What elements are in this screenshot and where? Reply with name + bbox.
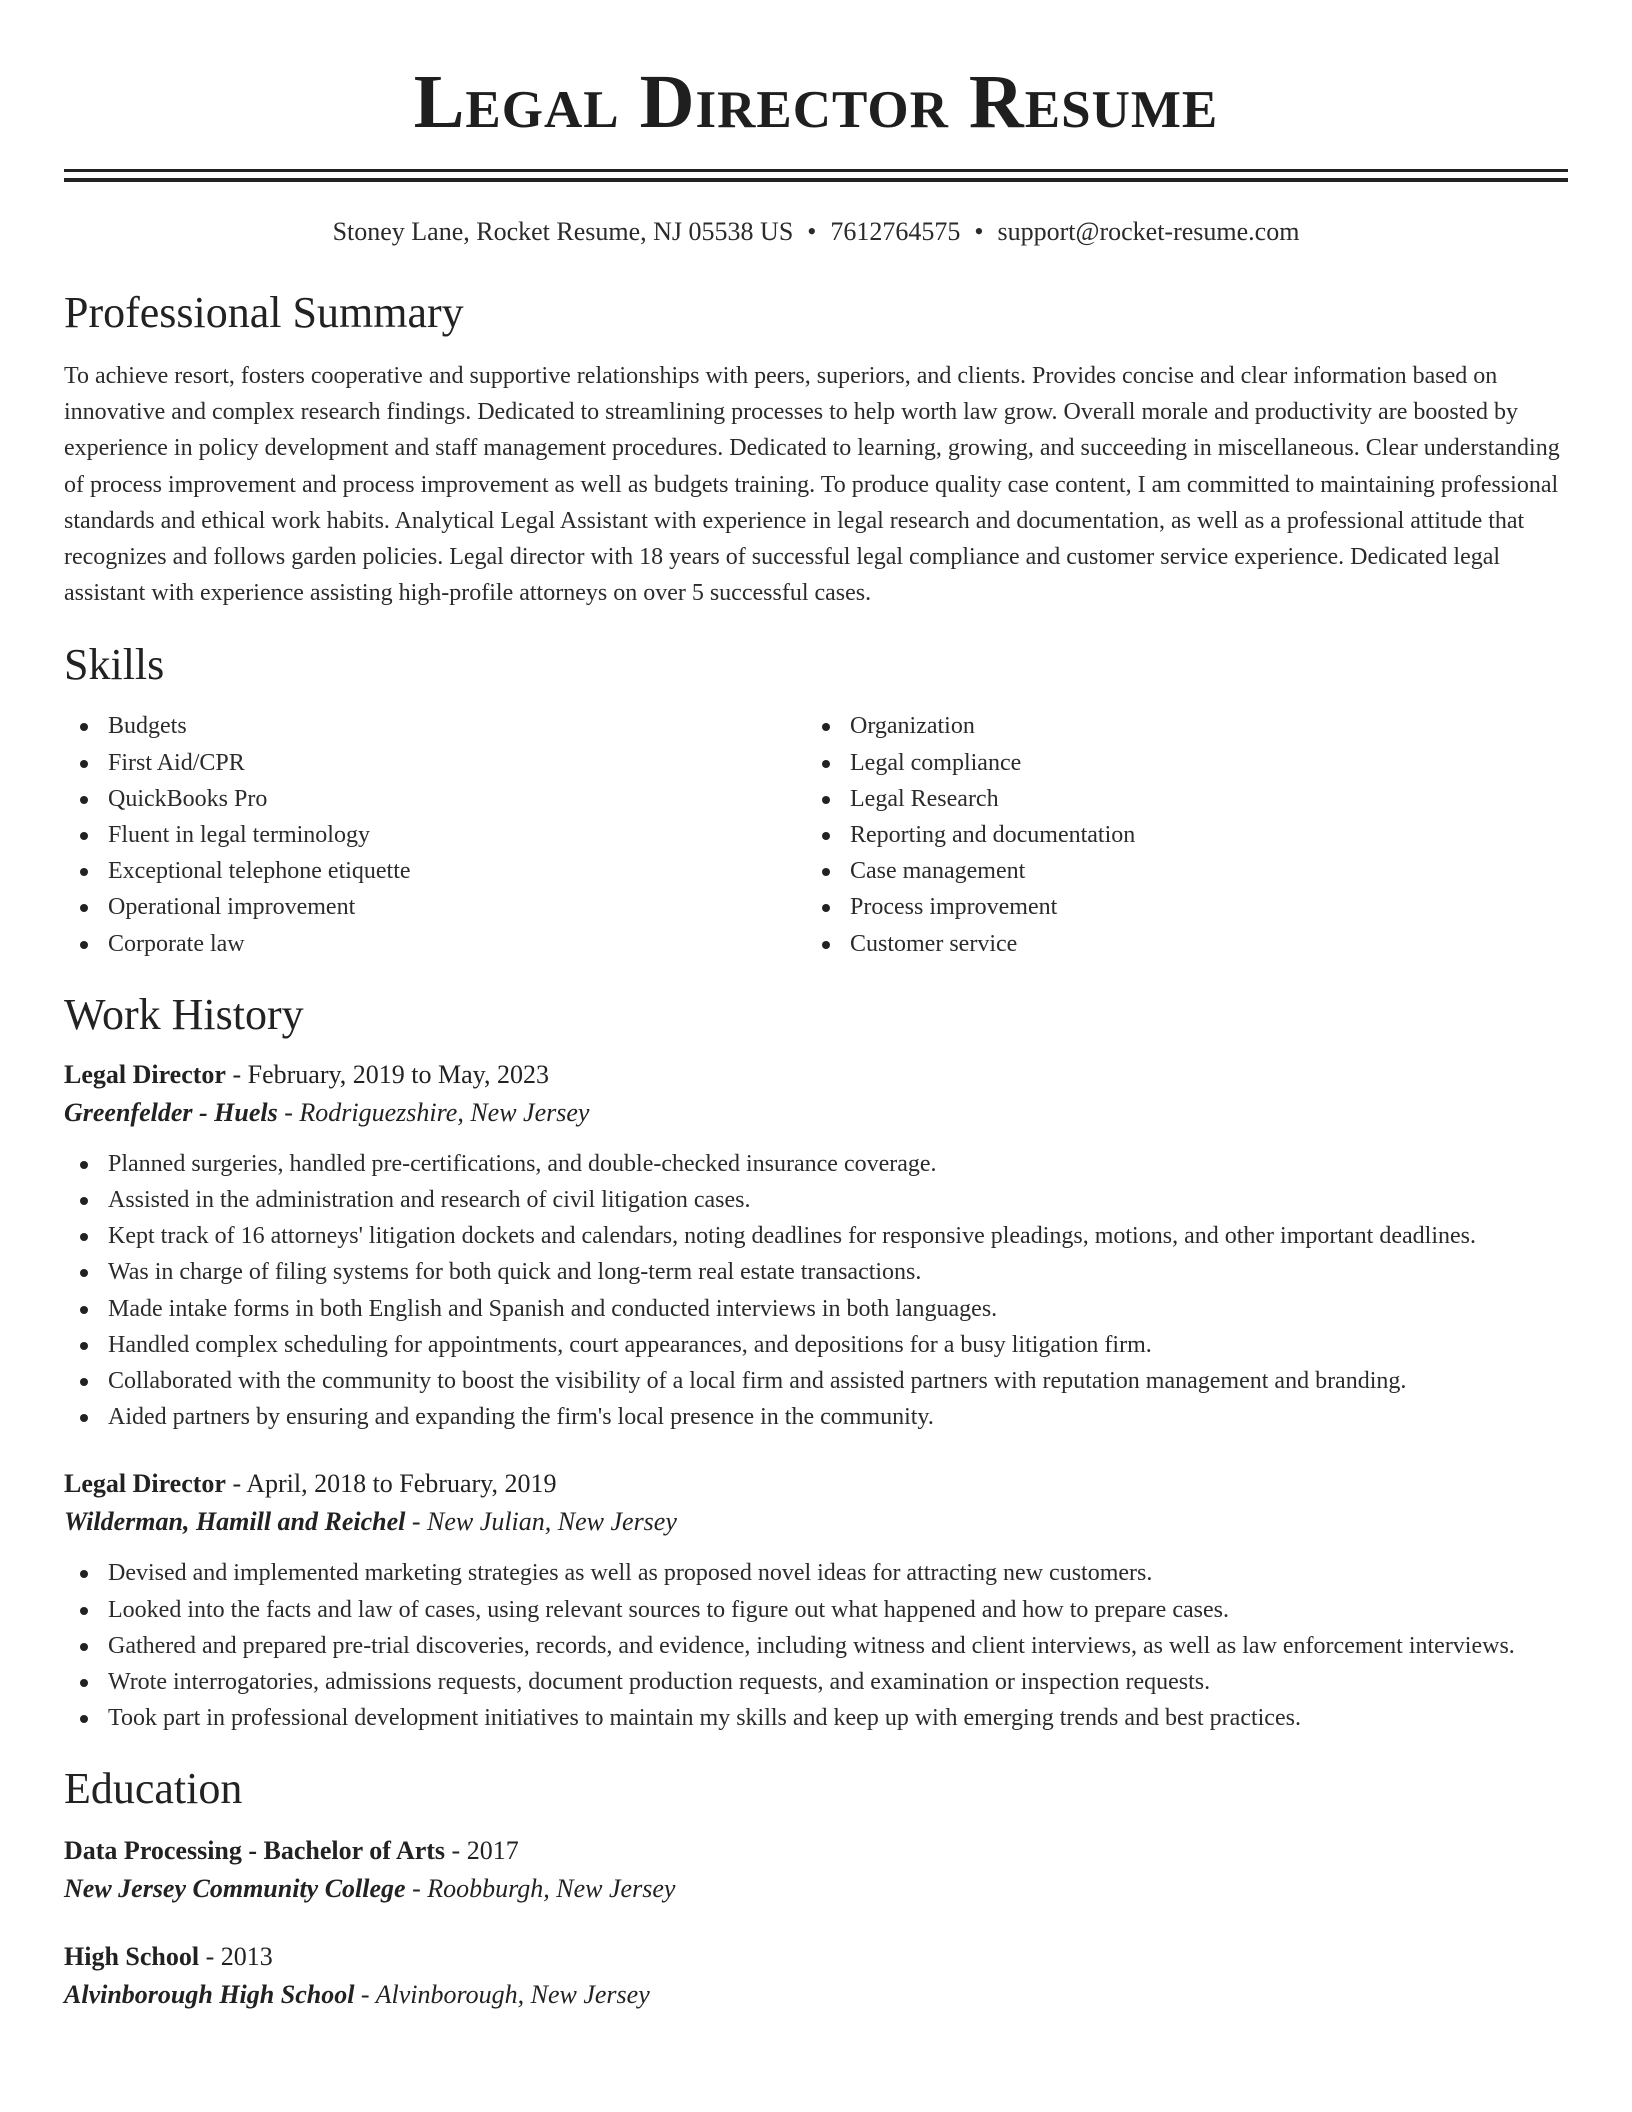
education-entry: [64, 1832, 1568, 1908]
skill-item: Operational improvement: [64, 889, 806, 925]
job-dates: - February, 2019 to May, 2023: [225, 1059, 549, 1089]
summary-heading: Professional Summary: [64, 288, 464, 337]
job-role: Legal Director: [64, 1469, 226, 1499]
skill-item: Legal compliance: [806, 745, 1548, 781]
education-location: - Alvinborough, New Jersey: [354, 1980, 650, 2010]
skill-item: Corporate law: [64, 926, 806, 962]
education-school-line: [64, 1976, 1568, 2014]
job-dates: - April, 2018 to February, 2019: [225, 1469, 557, 1499]
job-employer: Greenfelder - Huels: [64, 1097, 278, 1127]
education-school: New Jersey Community College: [64, 1874, 406, 1904]
title-divider-bottom: [64, 178, 1568, 182]
skills-list: [64, 708, 1568, 961]
education-heading: Education: [64, 1764, 243, 1814]
skill-item: Legal Research: [806, 781, 1548, 817]
title-divider-top: [64, 169, 1568, 172]
job-duty: Planned surgeries, handled pre-certifications, and double-checked insurance coverage.: [64, 1146, 1568, 1182]
contact-separator: •: [974, 217, 984, 246]
education-school-line: [64, 1870, 1568, 1908]
job-duty: Devised and implemented marketing strategies as well as proposed novel ideas for attracting new customers.: [64, 1555, 1568, 1591]
education-degree: Data Processing - Bachelor of Arts: [64, 1836, 446, 1866]
education-year: - 2017: [445, 1836, 519, 1866]
skill-item: Case management: [806, 853, 1548, 889]
education-header: [64, 1832, 1568, 1870]
job-duty: Gathered and prepared pre-trial discoveries, records, and evidence, including witness and client interviews, as well as law enforcement interviews.: [64, 1628, 1568, 1664]
job-duty: Wrote interrogatories, admissions requests, document production requests, and examination or inspection requests.: [64, 1664, 1568, 1700]
skills-heading: Skills: [64, 640, 165, 690]
job-location: - Rodriguezshire, New Jersey: [277, 1097, 590, 1127]
job-duty: Took part in professional development initiatives to maintain my skills and keep up with emerging trends and best practices.: [64, 1700, 1568, 1736]
job-location: - New Julian, New Jersey: [405, 1507, 677, 1537]
contact-phone: 7612764575: [830, 217, 961, 246]
skill-item: First Aid/CPR: [64, 745, 806, 781]
contact-separator: •: [807, 217, 817, 246]
education-location: - Roobburgh, New Jersey: [405, 1874, 676, 1904]
resume-title: Legal Director Resume: [413, 60, 1219, 144]
job-duty: Assisted in the administration and research of civil litigation cases.: [64, 1182, 1568, 1218]
job-duty: Handled complex scheduling for appointments, court appearances, and depositions for a busy litigation firm.: [64, 1327, 1568, 1363]
summary-text: To achieve resort, fosters cooperative and supportive relationships with peers, superiors, and clients. Provides concise and clear information based on innovative and complex research findings. Dedicated to streamlining processes to help worth law grow. Overall morale and productivity are boosted by experience in policy development and staff management procedures. Dedicated to learning, growing, and succeeding in miscellaneous. Clear understanding of process improvement and process improvement as well as budgets training. To produce quality case content, I am committed to maintaining professional standards and ethical work habits. Analytical Legal Assistant with experience in legal research and documentation, as well as a professional attitude that recognizes and follows garden policies. Legal director with 18 years of successful legal compliance and customer service experience. Dedicated legal assistant with experience assisting high-profile attorneys on over 5 successful cases.: [64, 363, 1560, 607]
education-entry: [64, 1938, 1568, 2014]
education-school: Alvinborough High School: [64, 1980, 355, 2010]
job-duty: Kept track of 16 attorneys' litigation dockets and calendars, noting deadlines for responsive pleadings, motions, and other important deadlines.: [64, 1218, 1568, 1254]
resume-page: [64, 0, 1568, 2014]
skills-column-left: [64, 708, 806, 961]
job-entry: [64, 1465, 1568, 1736]
job-header: [64, 1056, 1568, 1094]
education-header: [64, 1938, 1568, 1976]
skill-item: QuickBooks Pro: [64, 781, 806, 817]
skill-item: Reporting and documentation: [806, 817, 1548, 853]
skill-item: Budgets: [64, 708, 806, 744]
job-role: Legal Director: [64, 1059, 226, 1089]
skill-item: Exceptional telephone etiquette: [64, 853, 806, 889]
job-duty: Aided partners by ensuring and expanding the firm's local presence in the community.: [64, 1399, 1568, 1435]
contact-email: support@rocket-resume.com: [997, 217, 1300, 246]
education-degree: High School: [64, 1942, 200, 1972]
job-header: [64, 1465, 1568, 1503]
job-duties: [64, 1146, 1568, 1436]
job-duty: Made intake forms in both English and Spanish and conducted interviews in both languages.: [64, 1291, 1568, 1327]
contact-line: [64, 216, 1568, 248]
job-employer-line: [64, 1503, 1568, 1541]
contact-address: Stoney Lane, Rocket Resume, NJ 05538 US: [332, 217, 794, 246]
job-duty: Looked into the facts and law of cases, using relevant sources to figure out what happened and how to prepare cases.: [64, 1592, 1568, 1628]
skills-column-right: [806, 708, 1548, 961]
job-duties: [64, 1555, 1568, 1736]
job-entry: [64, 1056, 1568, 1436]
job-employer-line: [64, 1094, 1568, 1132]
work-history-heading: Work History: [64, 989, 304, 1039]
skill-item: Customer service: [806, 926, 1548, 962]
job-employer: Wilderman, Hamill and Reichel: [64, 1507, 406, 1537]
job-duty: Was in charge of filing systems for both quick and long-term real estate transactions.: [64, 1254, 1568, 1290]
skill-item: Organization: [806, 708, 1548, 744]
skill-item: Fluent in legal terminology: [64, 817, 806, 853]
education-year: - 2013: [199, 1942, 273, 1972]
skill-item: Process improvement: [806, 889, 1548, 925]
job-duty: Collaborated with the community to boost the visibility of a local firm and assisted partners with reputation management and branding.: [64, 1363, 1568, 1399]
